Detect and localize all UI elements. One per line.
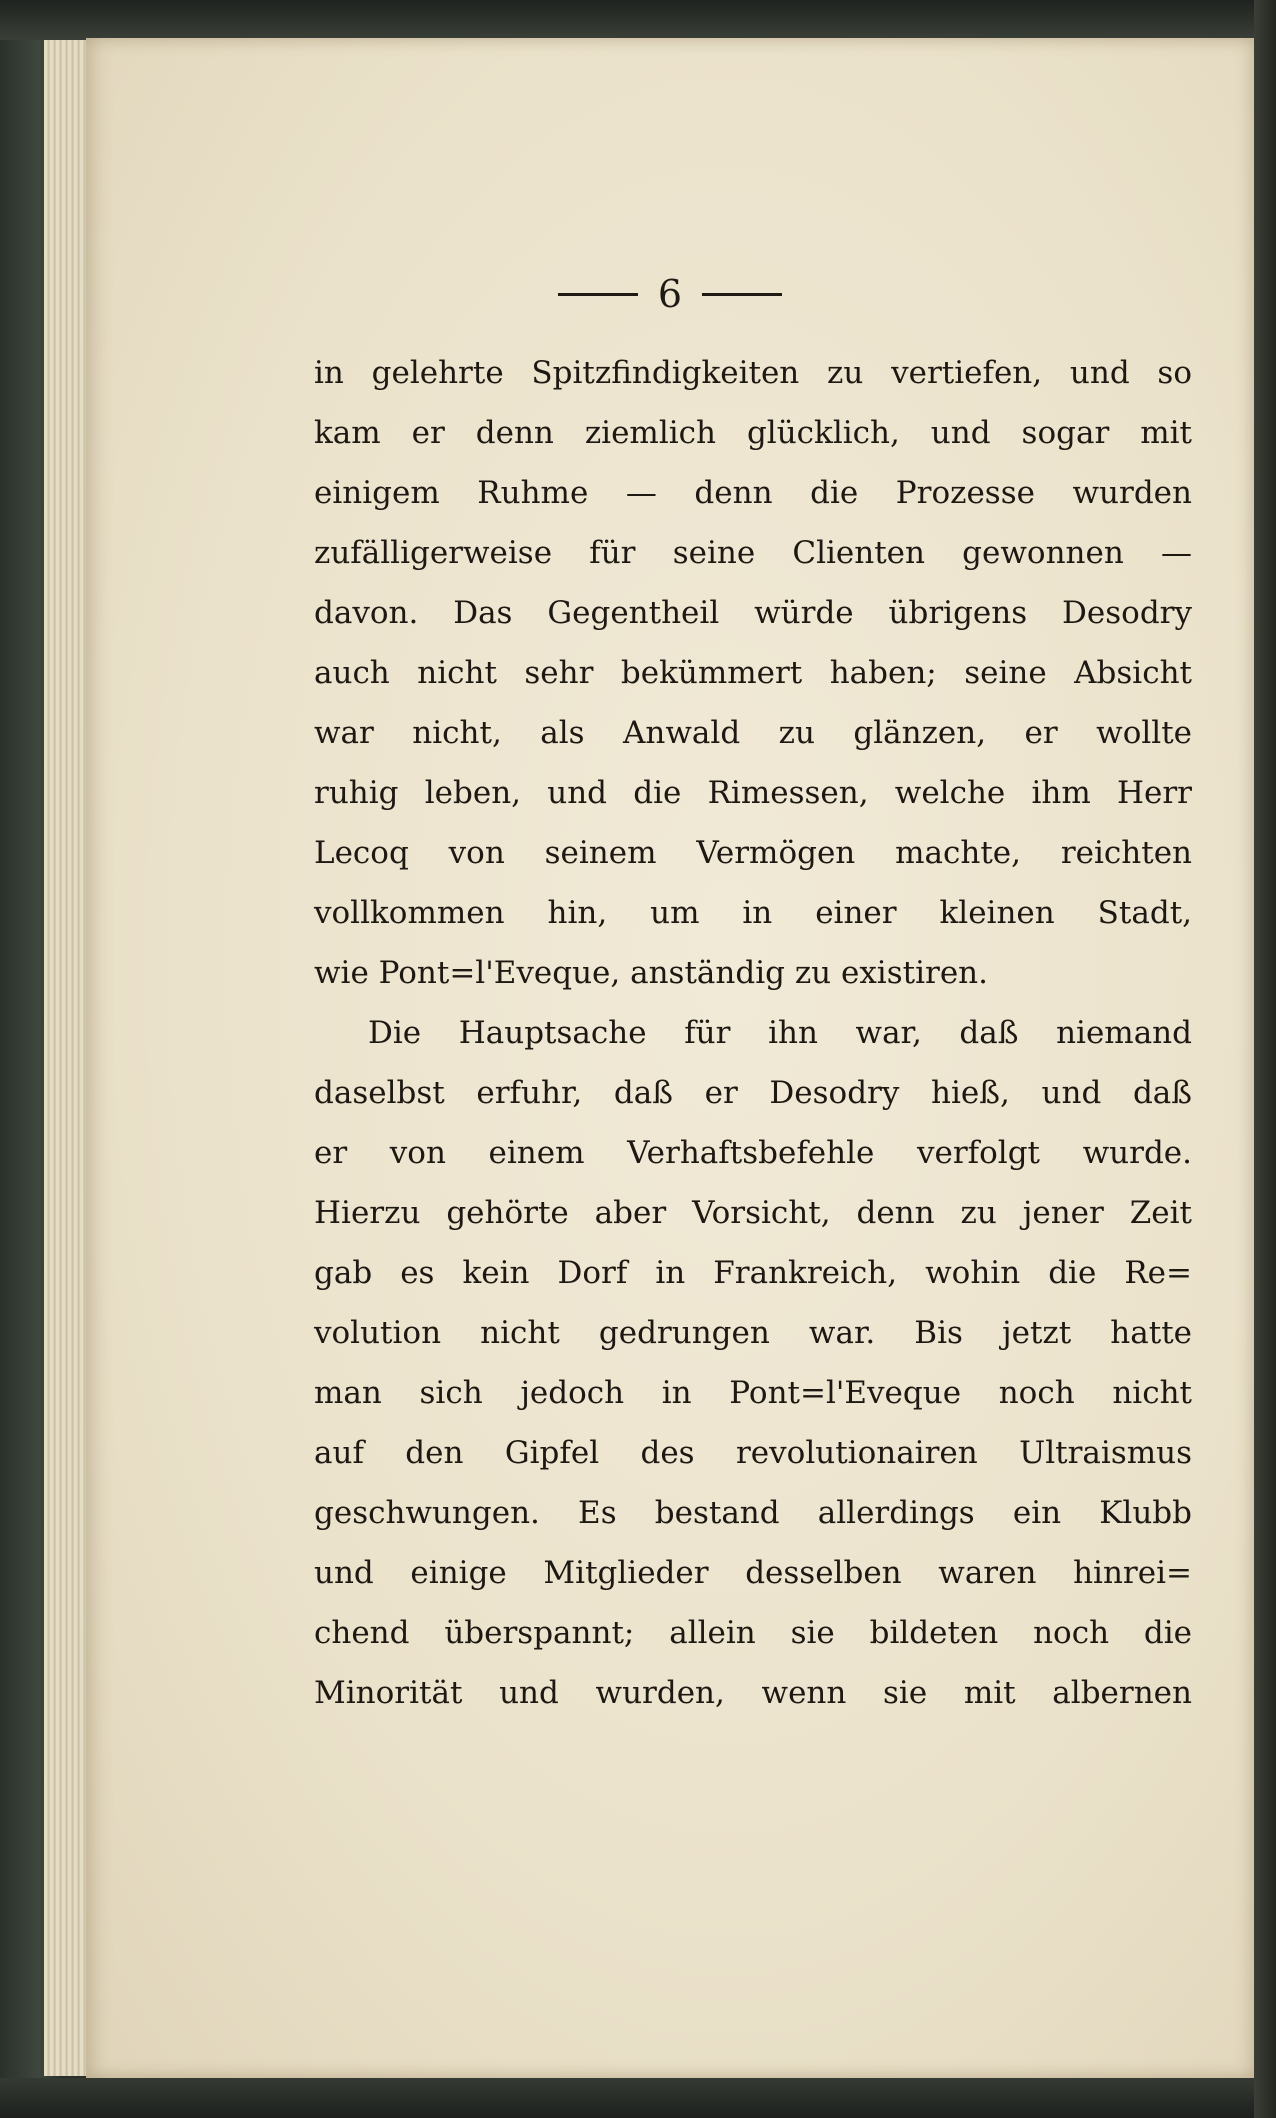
text-line: und einige Mitglieder desselben waren hinrei= xyxy=(314,1555,1192,1591)
paragraph-2 xyxy=(314,1003,1192,1723)
header-rule-right xyxy=(702,293,782,296)
text-line: auch nicht sehr bekümmert haben; seine Absicht xyxy=(314,655,1192,691)
text-line: kam er denn ziemlich glücklich, und sogar mit xyxy=(314,415,1192,451)
book-cover-top-edge xyxy=(0,0,1276,40)
text-line: zufälligerweise für seine Clienten gewonnen — xyxy=(314,535,1192,571)
book-cover-bottom-edge xyxy=(0,2078,1276,2118)
text-line: einigem Ruhme — denn die Prozesse wurden xyxy=(314,475,1192,511)
text-line: war nicht, als Anwald zu glänzen, er wollte xyxy=(314,715,1192,751)
text-line: Lecoq von seinem Vermögen machte, reichten xyxy=(314,835,1192,871)
body-text xyxy=(314,343,1192,1723)
text-line: gab es kein Dorf in Frankreich, wohin die Re= xyxy=(314,1255,1192,1291)
paragraph-1 xyxy=(314,343,1192,1003)
text-line: vollkommen hin, um in einer kleinen Stadt, xyxy=(314,895,1192,931)
book-page xyxy=(86,38,1254,2078)
text-line: Hierzu gehörte aber Vorsicht, denn zu jener Zeit xyxy=(314,1195,1192,1231)
text-line: Minorität und wurden, wenn sie mit albernen xyxy=(314,1675,1192,1711)
text-line: wie Pont=l'Eveque, anständig zu existiren. xyxy=(314,955,988,991)
text-line: davon. Das Gegentheil würde übrigens Desodry xyxy=(314,595,1192,631)
text-line: Die Hauptsache für ihn war, daß niemand xyxy=(368,1015,1192,1051)
text-line: daselbst erfuhr, daß er Desodry hieß, und daß xyxy=(314,1075,1192,1111)
text-line: man sich jedoch in Pont=l'Eveque noch nicht xyxy=(314,1375,1192,1411)
text-line: in gelehrte Spitzfindigkeiten zu vertiefen, und so xyxy=(314,355,1192,391)
page-number: 6 xyxy=(657,272,683,316)
text-line: er von einem Verhaftsbefehle verfolgt wurde. xyxy=(314,1135,1192,1171)
book-cover-right-edge xyxy=(1254,0,1276,2118)
text-line: ruhig leben, und die Rimessen, welche ihm Herr xyxy=(314,775,1192,811)
text-line: auf den Gipfel des revolutionairen Ultraismus xyxy=(314,1435,1192,1471)
text-line: chend überspannt; allein sie bildeten noch die xyxy=(314,1615,1192,1651)
page-header xyxy=(86,264,1254,324)
text-line: geschwungen. Es bestand allerdings ein Klubb xyxy=(314,1495,1192,1531)
header-rule-left xyxy=(558,293,638,296)
text-line: volution nicht gedrungen war. Bis jetzt hatte xyxy=(314,1315,1192,1351)
